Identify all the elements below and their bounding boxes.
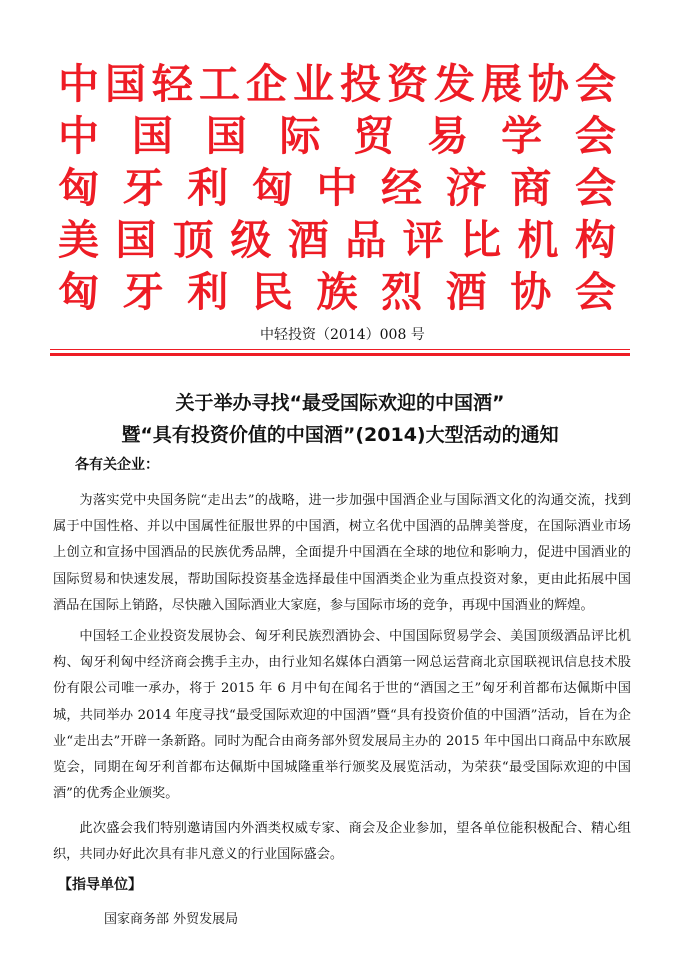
letterhead-char: 轻: [152, 60, 193, 108]
letterhead-char: 中: [316, 164, 358, 212]
letterhead-char: 会: [575, 164, 616, 212]
letterhead-char: 匈: [251, 164, 293, 212]
body-paragraph-1: 为落实党中央国务院“走出去”的战略，进一步加强中国酒企业与国际酒文化的沟通交流，找到属于中国性格、并以中国属性征服世界的中国酒，树立名优中国酒的品牌美誉度，在国际酒业市场上创立和宣扬中国酒品的民族优秀品牌，全面提升中国酒在全球的地位和影响力，促进中国酒业的国际贸易和快速发展，帮助国际投资基金选择最佳中国酒类企业为重点投资对象，更由此拓展中国酒品在国际上销路，尽快融入国际酒业大家庭，参与国际市场的竞争，再现中国酒业的辉煌。: [53, 493, 631, 613]
letterhead-char: 业: [293, 60, 334, 108]
letterhead-char: 协: [528, 60, 569, 108]
letterhead-char: 国: [131, 112, 173, 160]
document-number: 中轻投资（2014）008 号: [260, 327, 425, 343]
letterhead-char: 品: [345, 216, 387, 264]
letterhead-char: 顶: [172, 216, 214, 264]
notice-title-line-1: 关于举办寻找“最受国际欢迎的中国酒”: [175, 392, 505, 414]
letterhead-char: 国: [115, 216, 157, 264]
letterhead-char: 学: [501, 112, 543, 160]
letterhead-char: 展: [481, 60, 522, 108]
letterhead-char: 协: [510, 268, 552, 316]
body-paragraph-3: 此次盛会我们特别邀请国内外酒类权威专家、商会及企业参加，望各单位能积极配合、精心组织，共同办好此次具有非凡意义的行业国际盛会。: [53, 821, 631, 863]
letterhead-org-3: [58, 166, 616, 210]
letterhead-char: 易: [427, 112, 469, 160]
letterhead-divider-thick: [50, 353, 630, 356]
letterhead-char: 构: [574, 216, 616, 264]
letterhead-char: 会: [574, 112, 616, 160]
letterhead-org-4: [58, 218, 616, 262]
letterhead-char: 贸: [353, 112, 395, 160]
letterhead-char: 酒: [445, 268, 487, 316]
letterhead-char: 评: [402, 216, 444, 264]
letterhead-char: 利: [187, 164, 229, 212]
letterhead-divider-thin: [50, 349, 630, 350]
letterhead-char: 牙: [122, 268, 164, 316]
letterhead-char: 比: [460, 216, 502, 264]
letterhead-char: 机: [517, 216, 559, 264]
letterhead-char: 工: [199, 60, 240, 108]
letterhead-char: 美: [58, 216, 99, 264]
body-paragraph-2: 中国轻工企业投资发展协会、匈牙利民族烈酒协会、中国国际贸易学会、美国顶级酒品评比机构、匈牙利匈中经济商会携手主办，由行业知名媒体白酒第一网总运营商北京国联视讯信息技术股份有限公司唯一承办，将于 2015 年 6 月中旬在闻名于世的“酒国之王”匈牙利首都布达佩斯中国城，共同举办 2014 年度寻找“最受国际欢迎的中国酒”暨“具有投资价值的中国酒”活动，旨在为企业“走出去”开辟一条新路。同时为配合由商务部外贸发展局主办的 2015 年中国出口商品中东欧展览会，同期在匈牙利首都布达佩斯中国城隆重举行颁奖及展览活动，为荣获“最受国际欢迎的中国酒”的优秀企业颁奖。: [53, 629, 631, 802]
letterhead-char: 济: [445, 164, 487, 212]
letterhead-org-5: [58, 270, 616, 314]
letterhead-char: 烈: [381, 268, 423, 316]
letterhead-char: 利: [187, 268, 229, 316]
letterhead-char: 企: [246, 60, 287, 108]
letterhead-char: 国: [105, 60, 146, 108]
letterhead-char: 投: [340, 60, 381, 108]
letterhead-char: 际: [279, 112, 321, 160]
letterhead-char: 匈: [58, 164, 99, 212]
letterhead-char: 牙: [122, 164, 164, 212]
letterhead-char: 会: [575, 268, 616, 316]
letterhead-char: 族: [316, 268, 358, 316]
letterhead-char: 商: [510, 164, 552, 212]
letterhead-char: 经: [381, 164, 423, 212]
letterhead-org-1: [58, 62, 616, 106]
letterhead-char: 资: [387, 60, 428, 108]
letterhead-char: 国: [205, 112, 247, 160]
letterhead-char: 级: [230, 216, 272, 264]
letterhead-char: 民: [251, 268, 293, 316]
letterhead-char: 匈: [58, 268, 99, 316]
letterhead-char: 中: [58, 60, 99, 108]
letterhead-org-2: [58, 114, 616, 158]
letterhead-char: 酒: [287, 216, 329, 264]
guide-section-header: 【指导单位】: [58, 877, 142, 893]
letterhead-char: 会: [575, 60, 616, 108]
letterhead-char: 发: [434, 60, 475, 108]
salutation: 各有关企业：: [75, 457, 159, 473]
letterhead-char: 中: [58, 112, 99, 160]
guide-unit: 国家商务部 外贸发展局: [104, 912, 239, 927]
notice-title-line-2: 暨“具有投资价值的中国酒”(2014)大型活动的通知: [121, 424, 559, 446]
